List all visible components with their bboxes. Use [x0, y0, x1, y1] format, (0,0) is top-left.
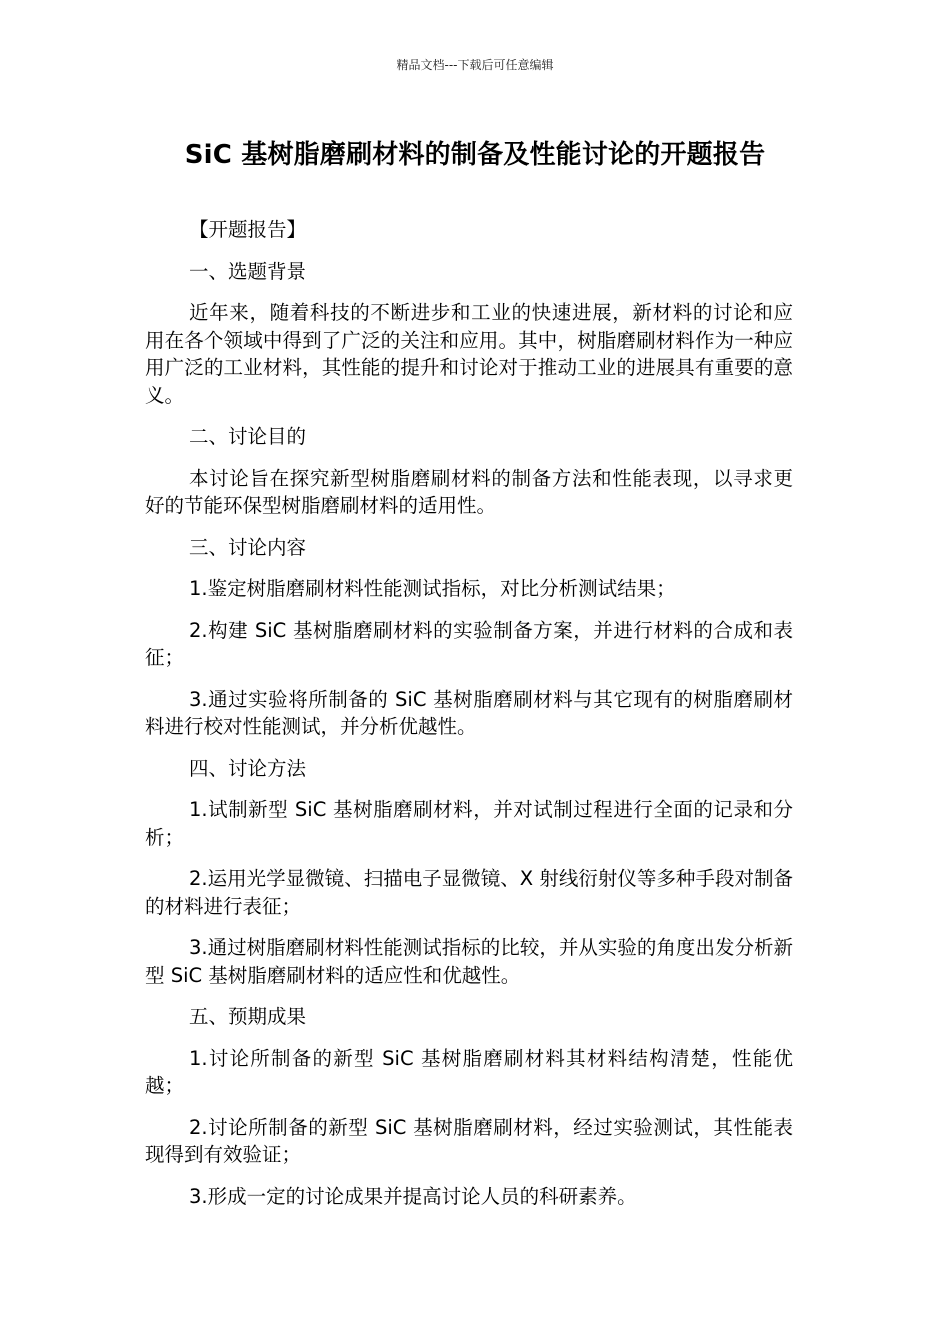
list-item: 2.讨论所制备的新型 SiC 基树脂磨刷材料，经过实验测试，其性能表现得到有效验证；: [145, 1115, 793, 1166]
paragraph: 近年来，随着科技的不断进步和工业的快速进展，新材料的讨论和应用在各个领域中得到了广泛的关注和应用。其中，树脂磨刷材料作为一种应用广泛的工业材料，其性能的提升和讨论对于推动工业的进展具有重要的意义。: [145, 301, 793, 407]
list-item: 3.形成一定的讨论成果并提高讨论人员的科研素养。: [189, 1184, 637, 1208]
list-item: 1.鉴定树脂磨刷材料性能测试指标，对比分析测试结果；: [189, 577, 676, 600]
list-item: 1.试制新型 SiC 基树脂磨刷材料，并对试制过程进行全面的记录和分析；: [145, 798, 793, 849]
list-item: 2.运用光学显微镜、扫描电子显微镜、X 射线衍射仪等多种手段对制备的材料进行表征；: [145, 867, 793, 918]
list-item: 3.通过树脂磨刷材料性能测试指标的比较，并从实验的角度出发分析新型 SiC 基树脂磨刷材料的适应性和优越性。: [145, 936, 793, 987]
section-heading: 三、讨论内容: [189, 535, 307, 559]
list-item: 3.通过实验将所制备的 SiC 基树脂磨刷材料与其它现有的树脂磨刷材料进行校对性能测试，并分析优越性。: [145, 687, 793, 738]
section-heading: 五、预期成果: [189, 1005, 307, 1028]
section-heading: 一、选题背景: [189, 259, 307, 283]
document-body: [145, 216, 793, 1210]
header-note: 精品文档---下载后可任意编辑: [396, 58, 554, 72]
list-item: 2.构建 SiC 基树脂磨刷材料的实验制备方案，并进行材料的合成和表征；: [145, 618, 793, 669]
section-tag: 【开题报告】: [189, 218, 307, 241]
section-heading: 四、讨论方法: [189, 756, 307, 780]
paragraph: 本讨论旨在探究新型树脂磨刷材料的制备方法和性能表现，以寻求更好的节能环保型树脂磨刷材料的适用性。: [145, 466, 793, 517]
document-title: SiC 基树脂磨刷材料的制备及性能讨论的开题报告: [184, 140, 766, 170]
section-heading: 二、讨论目的: [189, 425, 307, 448]
list-item: 1.讨论所制备的新型 SiC 基树脂磨刷材料其材料结构清楚，性能优越；: [145, 1046, 793, 1097]
